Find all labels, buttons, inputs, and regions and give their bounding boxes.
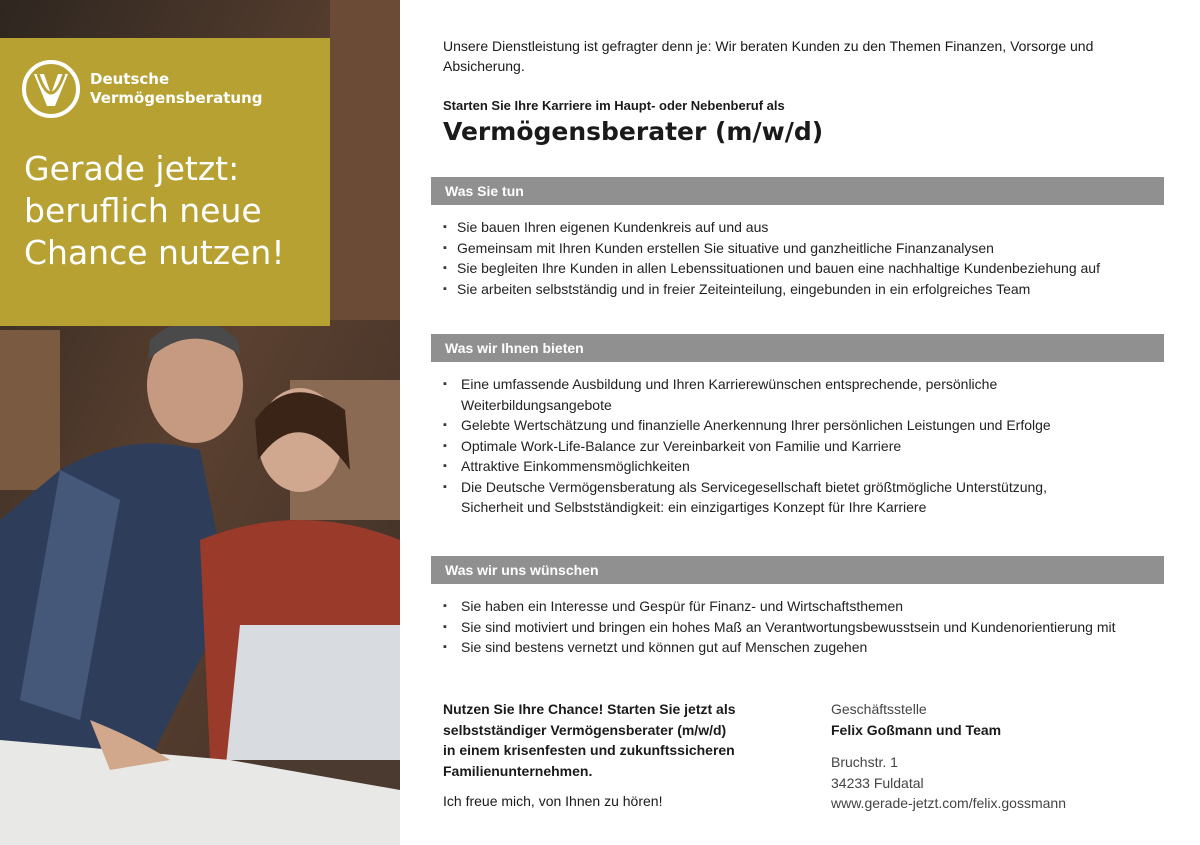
brand-wordmark [90, 70, 263, 108]
job-title: Vermögensberater (m/w/d) [443, 117, 824, 146]
dvag-logo-icon [22, 60, 80, 118]
list-item: ▪ Sie arbeiten selbstständig und in freier Zeiteinteilung, eingebunden in ein erfolgreiches Team [443, 279, 1173, 300]
headline-line2: beruflich neue [24, 191, 262, 230]
cta-line4: Familienunternehmen. [443, 762, 593, 779]
list-item: ▪ Eine umfassende Ausbildung und Ihren Karrierewünschen entsprechende, persönliche Weiterbildungsangebote [443, 374, 1103, 415]
office-street: Bruchstr. 1 [831, 754, 898, 770]
list-item: ▪ Sie haben ein Interesse und Gespür für Finanz- und Wirtschaftsthemen [443, 596, 1173, 617]
hero-photo-panel [0, 0, 400, 845]
cta-line2: selbstständiger Vermögensberater (m/w/d) [443, 721, 727, 738]
requirements-list [443, 596, 1173, 658]
intro-text: Unsere Dienstleistung ist gefragter denn je: Wir beraten Kunden zu den Themen Finanzen, Vorsorge und Absicherung. [443, 38, 1094, 74]
section-header-offers: Was wir Ihnen bieten [431, 334, 1164, 362]
closing-text: Ich freue mich, von Ihnen zu hören! [443, 793, 663, 809]
list-item: ▪ Sie begleiten Ihre Kunden in allen Lebenssituationen und bauen eine nachhaltige Kundenbeziehung auf [443, 258, 1173, 279]
headline-line1: Gerade jetzt: [24, 149, 240, 188]
office-city: 34233 Fuldatal [831, 774, 924, 791]
office-label: Geschäftsstelle [831, 701, 927, 717]
headline-line3: Chance nutzen! [24, 233, 285, 272]
section-header-requirements: Was wir uns wünschen [431, 556, 1164, 584]
headline-banner [0, 38, 330, 326]
brand-logo [22, 60, 263, 118]
office-website-link[interactable]: www.gerade-jetzt.com/felix.gossmann [831, 795, 1066, 811]
office-contact [831, 699, 1161, 814]
list-item: ▪ Sie bauen Ihren eigenen Kundenkreis auf und aus [443, 217, 1173, 238]
cta-line1: Nutzen Sie Ihre Chance! Starten Sie jetzt als [443, 701, 736, 717]
list-item: ▪ Sie sind motiviert und bringen ein hohes Maß an Verantwortungsbewusstsein und Kundenorientierung mit [443, 617, 1173, 638]
list-item: ▪ Gemeinsam mit Ihren Kunden erstellen Sie situative und ganzheitliche Finanzanalysen [443, 238, 1173, 259]
list-item: ▪ Sie sind bestens vernetzt und können gut auf Menschen zugehen [443, 637, 1173, 658]
tasks-list [443, 217, 1173, 299]
job-subtitle: Starten Sie Ihre Karriere im Haupt- oder Nebenberuf als [443, 98, 785, 113]
brand-name-line2: Vermögensberatung [90, 89, 263, 107]
section-header-tasks: Was Sie tun [431, 177, 1164, 205]
list-item: ▪ Gelebte Wertschätzung und finanzielle Anerkennung Ihrer persönlichen Leistungen und Erfolge [443, 415, 1103, 436]
offers-list [443, 374, 1103, 518]
list-item: ▪ Optimale Work-Life-Balance zur Vereinbarkeit von Familie und Karriere [443, 436, 1103, 457]
office-name: Felix Goßmann und Team [831, 721, 1002, 738]
headline [24, 148, 314, 274]
brand-name-line1: Deutsche [90, 70, 170, 88]
cta-line3: in einem krisenfesten und zukunftssicheren [443, 742, 735, 758]
call-to-action [443, 699, 803, 781]
list-item: ▪ Die Deutsche Vermögensberatung als Servicegesellschaft bietet größtmögliche Unterstützung, Sicherheit und Selbstständigkeit: ein einzigartiges Konzept für Ihre Karriere [443, 477, 1103, 518]
list-item: ▪ Attraktive Einkommensmöglichkeiten [443, 456, 1103, 477]
